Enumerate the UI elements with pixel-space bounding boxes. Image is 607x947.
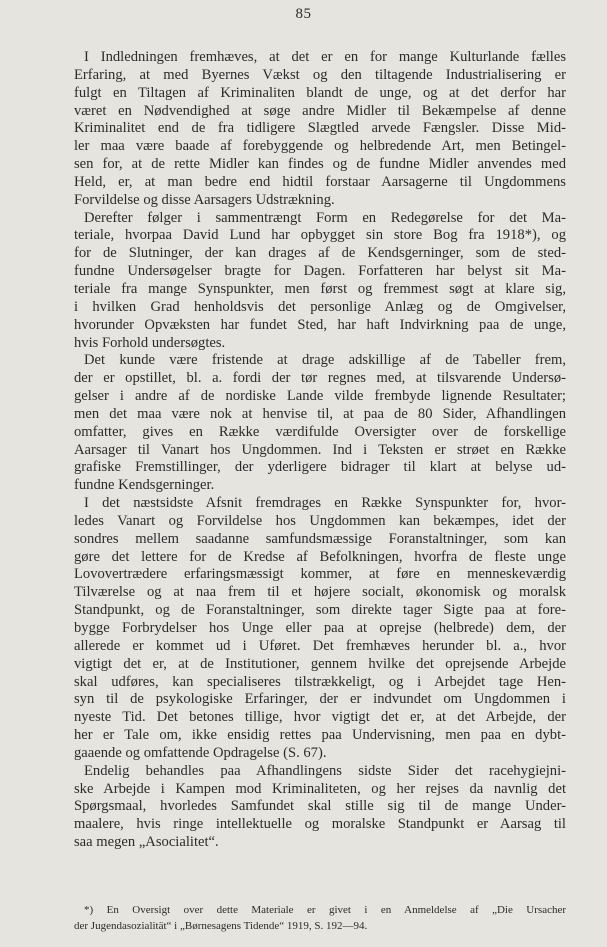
footnote-line: der Jugendasozialität“ i „Børnesagens Tidende“ 1919, S. 192—94. xyxy=(74,919,368,932)
text-line: ler maa være baade af forebyggende og helbredende Art, men Betingel- xyxy=(74,138,566,155)
body-text xyxy=(74,49,566,852)
text-line: Derefter følger i sammentrængt Form en Redegørelse for det Ma- xyxy=(84,209,566,226)
text-line: ledes Vanart og Forvildelse hos Ungdommen kan bekæmpes, idet der xyxy=(74,512,566,529)
text-line: omfatter, gives en Række værdifulde Oversigter over de forskellige xyxy=(74,423,566,440)
text-line: Kriminalitet end de fra tidligere Slægtled arvede Fængsler. Disse Mid- xyxy=(74,120,566,137)
text-line: gøre det lettere for de Kredse af Befolkningen, hvorfra de fleste unge xyxy=(74,548,566,565)
text-line: I Indledningen fremhæves, at det er en for mange Kulturlande fælles xyxy=(84,49,566,65)
text-line: allerede er kommet ud i Uføret. Det fremhæves herunder bl. a., hvor xyxy=(74,637,566,654)
text-line: I det næstsidste Afsnit fremdrages en Række Synspunkter for, hvor- xyxy=(84,495,566,512)
text-line: der er opstillet, bl. a. fordi der tør regnes med, at tilsvarende Undersø- xyxy=(74,370,566,387)
text-line: her er Tale om, ikke ensidig rettes paa Undervisning, men paa en dybt- xyxy=(74,727,566,744)
text-line: saa megen „Asocialitet“. xyxy=(74,834,219,851)
text-line: Held, er, at man bedre end hidtil forstaar Aarsagerne til Ungdommens xyxy=(74,173,566,190)
text-line: hvis Forhold undersøgtes. xyxy=(74,334,226,351)
footnote xyxy=(74,903,566,934)
footnote-line: *) En Oversigt over dette Materiale er givet i en Anmeldelse af „Die Ursacher xyxy=(84,904,566,916)
text-line: Erfaring, at med Byernes Vækst og den tiltagende Industrialisering er xyxy=(74,66,566,83)
text-line: teriale, hvorpaa David Lund har opbygget sin store Bog fra 1918*), og xyxy=(74,227,566,244)
text-line: syn til de psykologiske Erfaringer, der er indvundet om Ungdommen i xyxy=(74,691,566,708)
page-number: 85 xyxy=(295,6,312,22)
text-line: nyeste Tid. Det betones tillige, hvor vigtigt det er, at det Arbejde, der xyxy=(74,709,566,726)
text-line: Aarsager til Vanart hos Ungdommen. Ind i Teksten er strøet en Række xyxy=(74,441,566,458)
text-line: for de Slutninger, der kan drages af de Kendsgerninger, som de sted- xyxy=(74,245,566,262)
text-line: fulgt en Tiltagen af Kriminaliten blandt de unge, og at det derfor har xyxy=(74,84,566,101)
text-line: Forvildelse og disse Aarsagers Udstrækning. xyxy=(74,191,335,208)
text-line: Endelig behandles paa Afhandlingens sidste Sider det racehygiejni- xyxy=(84,762,566,779)
text-line: fundne Kendsgerninger. xyxy=(74,477,215,494)
text-line: Tilværelse og at naa frem til et højere socialt, økonomisk og moralsk xyxy=(74,584,566,601)
text-line: Det kunde være fristende at drage adskillige af de Tabeller frem, xyxy=(84,352,566,369)
text-line: sondres mellem saadanne samfundsmæssige Foranstaltninger, som kan xyxy=(74,530,566,547)
text-line: skal udføres, kan specialiseres tilstrækkeligt, og i Arbejdet tage Hen- xyxy=(74,673,566,690)
text-line: grafiske Fremstillinger, der yderligere bidrager til klart at belyse ud- xyxy=(74,459,566,476)
text-line: hvorunder Opvæksten har fundet Sted, har haft Indvirkning paa de unge, xyxy=(74,316,566,333)
text-line: været en Nødvendighed at søge andre Midler til Bekæmpelse af denne xyxy=(74,102,566,119)
text-line: Lovovertrædere erfaringsmæssigt kommer, at føre en menneskeværdig xyxy=(74,566,566,583)
text-line: maalere, hvis ringe intellektuelle og moralske Standpunkt er Aarsag til xyxy=(74,816,566,833)
text-line: vigtigt det er, at de Institutioner, gennem hvilke det oprejsende Arbejde xyxy=(74,655,566,672)
text-line: teriale fra mange Synspunkter, men først og fremmest søgt at klare sig, xyxy=(74,280,566,297)
text-line: men det maa være nok at henvise til, at paa de 80 Sider, Afhandlingen xyxy=(74,405,566,422)
text-line: gelser i andre af de nordiske Lande vilde frembyde lignende Resultater; xyxy=(74,388,566,405)
text-line: fundne Undersøgelser bragte for Dagen. Forfatteren har belyst sit Ma- xyxy=(74,263,566,280)
text-line: Spørgsmaal, hvorledes Samfundet skal stille sig til de mange Under- xyxy=(74,798,566,815)
text-line: i hvilken Grad henholdsvis det personlige Anlæg og de Omgivelser, xyxy=(74,298,566,315)
text-line: ske Arbejde i Kampen mod Kriminaliteten, og her rejses da navnlig det xyxy=(74,780,566,797)
text-line: sen for, at de rette Midler kan findes og de fundne Midler anvendes med xyxy=(74,156,566,173)
text-line: bygge Forbrydelser hos Unge eller paa at oprejse (helbrede) dem, der xyxy=(74,620,566,636)
text-line: gaaende og omfattende Opdragelse (S. 67). xyxy=(74,744,327,761)
text-line: Standpunkt, og de Foranstaltninger, som direkte tager Sigte paa at fore- xyxy=(74,602,566,619)
